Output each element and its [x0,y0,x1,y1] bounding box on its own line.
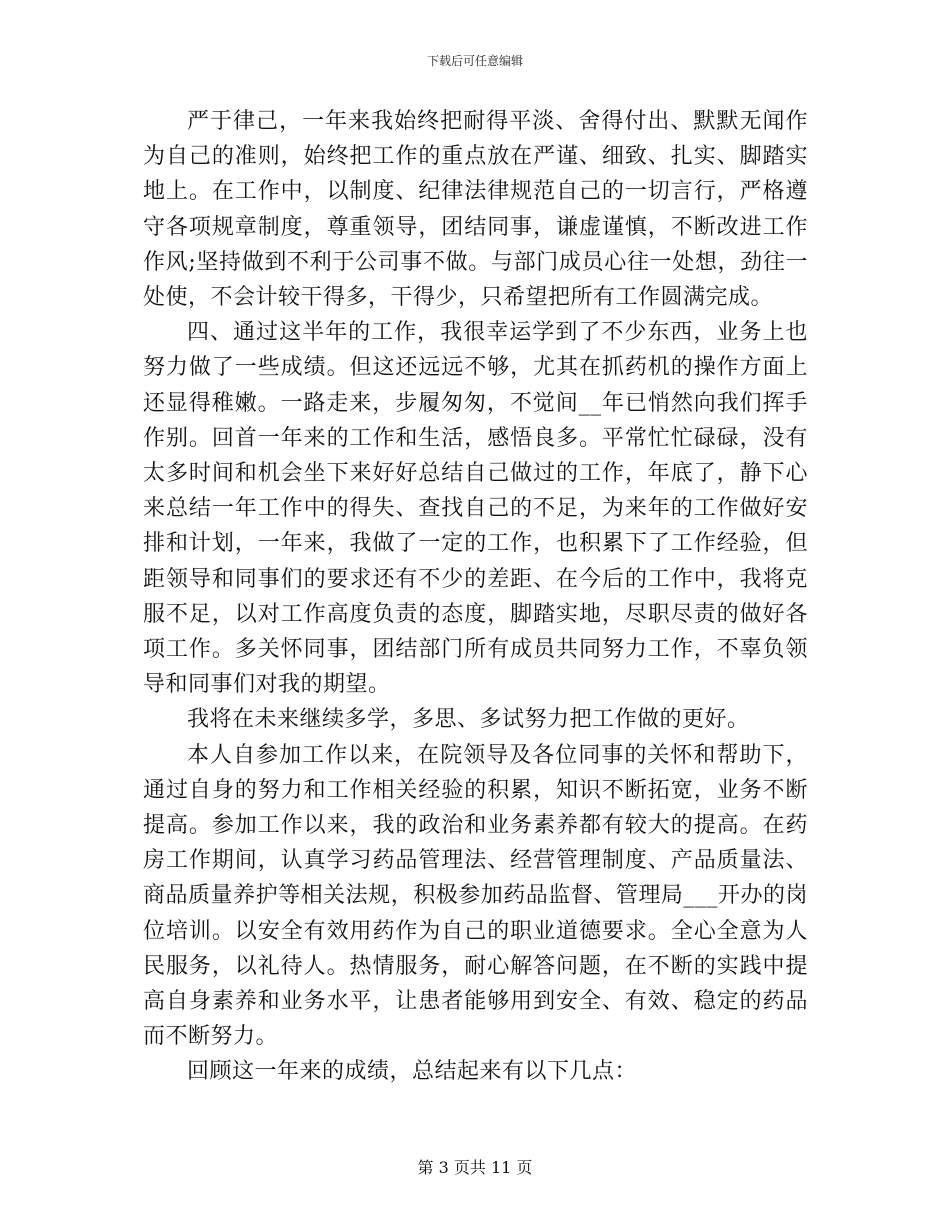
page-footer: 第 3 页共 11 页 [417,1158,533,1177]
paragraph: 回顾这一年来的成绩，总结起来有以下几点： [187,1059,638,1085]
paragraph: 本人自参加工作以来，在院领导及各位同事的关怀和帮助下，通过自身的努力和工作相关经验的积累，知识不断拓宽，业务不断提高。参加工作以来，我的政治和业务素养都有较大的提高。在药房工作期间，认真学习药品管理法、经营管理制度、产品质量法、商品质量养护等相关法规，积极参加药品监督、管理局___开办的岗位培训。以安全有效用药作为自己的职业道德要求。全心全意为人民服务，以礼待人。热情服务，耐心解答问题，在不断的实践中提高自身素养和业务水平，让患者能够用到安全、有效、稳定的药品而不断努力。 [143,742,808,1050]
paragraph: 四、通过这半年的工作，我很幸运学到了不少东西，业务上也努力做了一些成绩。但这还远远不够，尤其在抓药机的操作方面上还显得稚嫩。一路走来，步履匆匆，不觉间__年已悄然向我们挥手作别。回首一年来的工作和生活，感悟良多。平常忙忙碌碌，没有太多时间和机会坐下来好好总结自己做过的工作，年底了，静下心来总结一年工作中的得失、查找自己的不足，为来年的工作做好安排和计划，一年来，我做了一定的工作，也积累下了工作经验，但距领导和同事们的要求还有不少的差距、在今后的工作中，我将克服不足，以对工作高度负责的态度，脚踏实地，尽职尽责的做好各项工作。多关怀同事，团结部门所有成员共同努力工作，不辜负领导和同事们对我的期望。 [143,320,808,698]
paragraph: 我将在未来继续多学，多思、多试努力把工作做的更好。 [187,707,750,733]
page-header: 下载后可任意编辑 [426,54,523,68]
paragraph: 严于律己，一年来我始终把耐得平淡、舍得付出、默默无闻作为自己的准则，始终把工作的重点放在严谨、细致、扎实、脚踏实地上。在工作中，以制度、纪律法律规范自己的一切言行，严格遵守各项规章制度，尊重领导，团结同事，谦虚谨慎，不断改进工作作风;坚持做到不利于公司事不做。与部门成员心往一处想，劲往一处使，不会计较干得多，干得少，只希望把所有工作圆满完成。 [143,109,808,311]
document-body [143,104,808,1090]
